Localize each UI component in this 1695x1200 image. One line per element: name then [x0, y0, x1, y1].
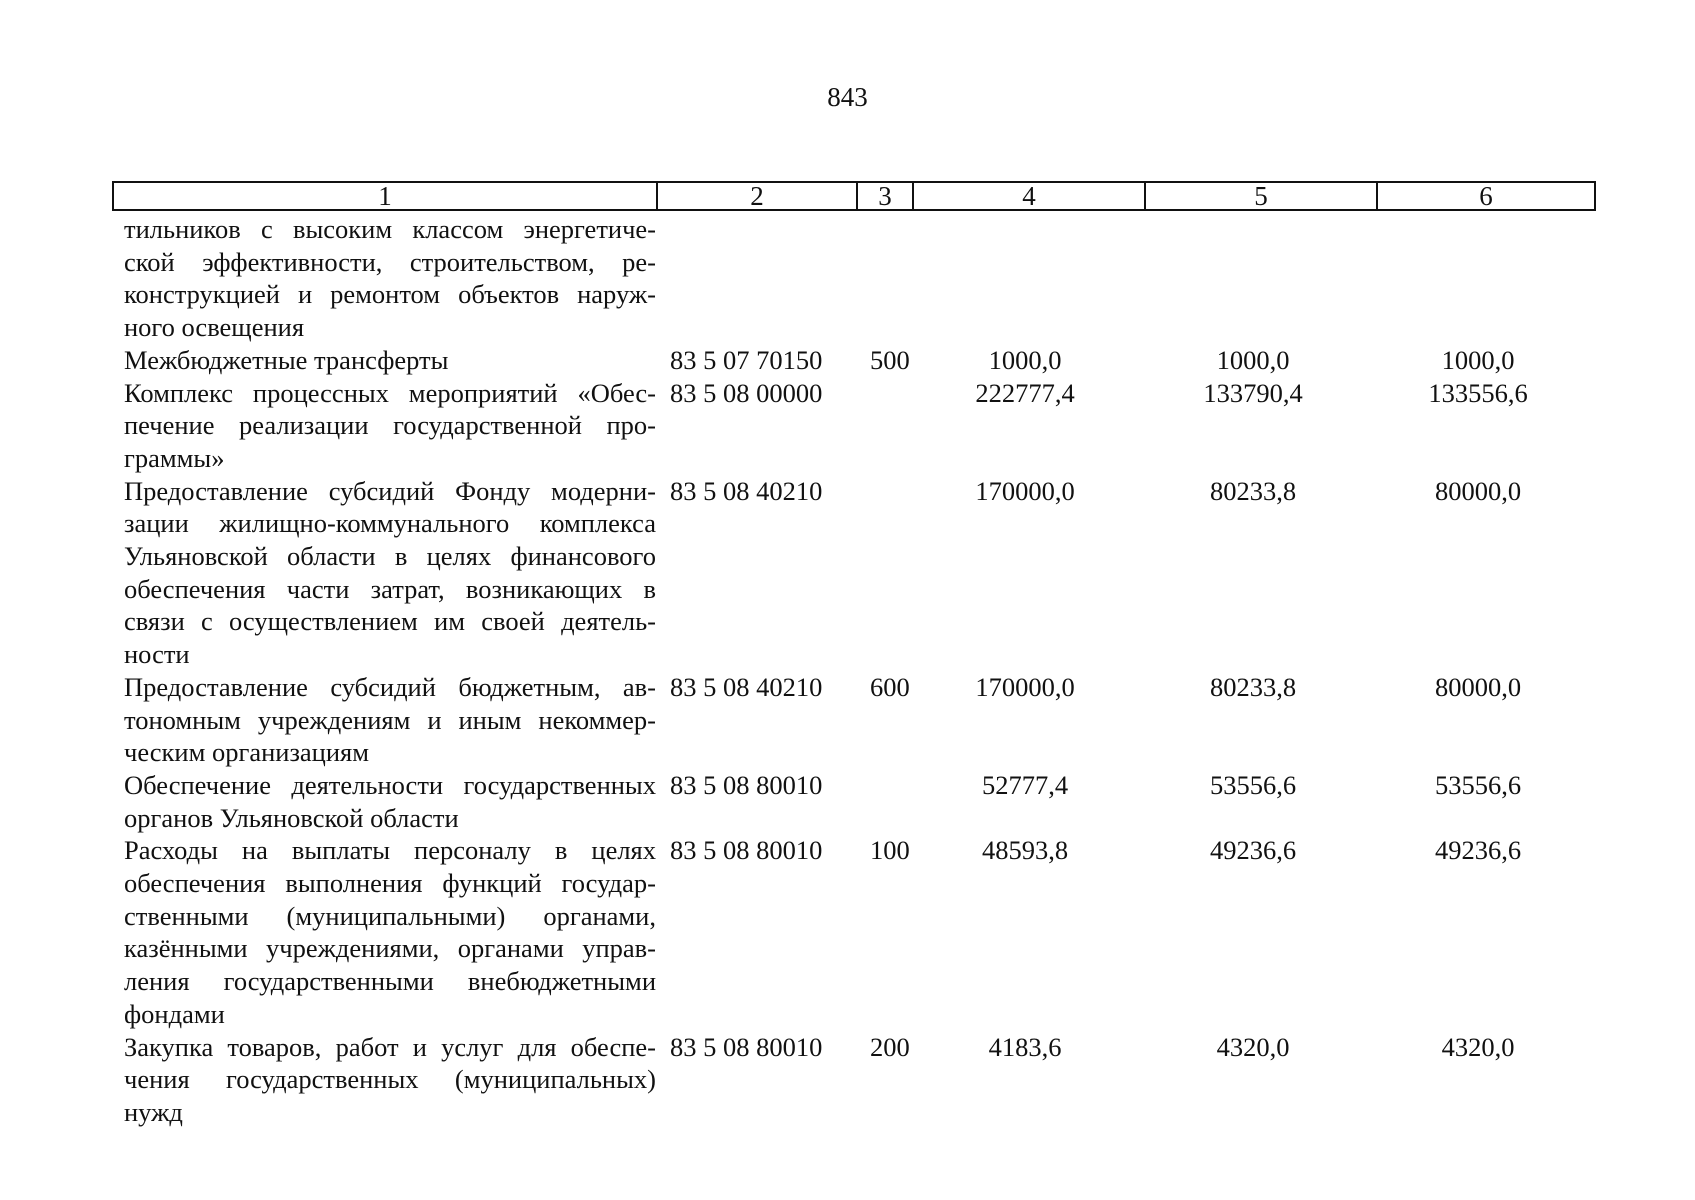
row-value-4: 222777,4	[975, 377, 1075, 408]
description-line: обеспечения части затрат, возникающих в	[124, 573, 656, 604]
row-value-5	[1138, 213, 1368, 344]
row-code: 83 5 08 80010	[670, 1031, 823, 1062]
table-body	[112, 213, 1596, 1129]
page-number: 843	[827, 82, 868, 112]
row-value-5: 1000,0	[1216, 344, 1290, 375]
row-description	[112, 1031, 656, 1129]
description-line: Закупка товаров, работ и услуг для обеспе-	[124, 1031, 656, 1062]
description-line: органов Ульяновской области	[124, 802, 459, 833]
row-value-5: 133790,4	[1203, 377, 1303, 408]
row-description	[112, 344, 656, 377]
description-line: Обеспечение деятельности государственных	[124, 769, 656, 800]
row-value-5: 4320,0	[1216, 1031, 1290, 1062]
table-row	[112, 769, 1596, 834]
description-line: ного освещения	[124, 312, 305, 343]
row-value-4: 170000,0	[975, 671, 1075, 702]
row-value-6: 133556,6	[1428, 377, 1528, 408]
description-line: ления государственными внебюджетными	[124, 966, 656, 997]
row-type: 500	[870, 344, 910, 375]
description-line: обеспечения выполнения функций государ-	[124, 868, 656, 899]
row-type	[856, 377, 912, 475]
row-type: 100	[870, 835, 910, 866]
row-description	[112, 377, 656, 475]
description-line: печение реализации государственной про-	[124, 410, 656, 441]
row-value-4	[912, 213, 1138, 344]
description-line: ственными (муниципальными) органами,	[124, 900, 656, 931]
description-line: зации жилищно-коммунального комплекса	[124, 508, 656, 539]
row-value-4: 48593,8	[981, 835, 1069, 866]
row-code: 83 5 07 70150	[670, 344, 823, 375]
row-value-6: 1000,0	[1441, 344, 1515, 375]
row-value-5: 80233,8	[1209, 671, 1297, 702]
column-header-2: 2	[658, 183, 858, 209]
description-line: Комплекс процессных мероприятий «Обес-	[124, 377, 656, 408]
row-code: 83 5 08 00000	[670, 377, 823, 408]
description-line: связи с осуществлением им своей деятель-	[124, 606, 656, 637]
description-line: конструкцией и ремонтом объектов наруж-	[124, 279, 656, 310]
description-line: Предоставление субсидий Фонду модерни-	[124, 475, 656, 506]
row-code: 83 5 08 80010	[670, 835, 823, 866]
row-description	[112, 671, 656, 769]
table-row	[112, 213, 1596, 344]
row-value-6: 49236,6	[1434, 835, 1522, 866]
description-line: Расходы на выплаты персоналу в целях	[124, 835, 656, 866]
row-code: 83 5 08 40210	[670, 671, 823, 702]
description-line: чения государственных (муниципальных)	[124, 1064, 656, 1095]
column-header-1: 1	[114, 183, 658, 209]
description-line: ности	[124, 639, 190, 670]
description-line: граммы»	[124, 442, 225, 473]
row-description	[112, 475, 656, 671]
column-header-4: 4	[914, 183, 1146, 209]
row-value-6: 80000,0	[1434, 671, 1522, 702]
row-code: 83 5 08 80010	[670, 769, 823, 800]
description-line: ческим организациям	[124, 737, 370, 768]
table-row	[112, 671, 1596, 769]
row-value-6	[1368, 213, 1588, 344]
row-value-4: 4183,6	[988, 1031, 1062, 1062]
row-value-6: 53556,6	[1434, 769, 1522, 800]
row-value-6: 80000,0	[1434, 475, 1522, 506]
row-value-5: 49236,6	[1209, 835, 1297, 866]
description-line: Ульяновской области в целях финансового	[124, 541, 656, 572]
column-header-row	[112, 181, 1596, 211]
row-code: 83 5 08 40210	[670, 475, 823, 506]
row-value-4: 1000,0	[988, 344, 1062, 375]
row-value-4: 52777,4	[981, 769, 1069, 800]
description-line: тильников с высоким классом энергетиче-	[124, 214, 656, 244]
row-value-5: 80233,8	[1209, 475, 1297, 506]
description-line: Предоставление субсидий бюджетным, ав-	[124, 671, 656, 702]
row-description	[112, 834, 656, 1030]
description-line: ской эффективности, строительством, ре-	[124, 246, 656, 277]
row-type	[856, 769, 912, 834]
table-row	[112, 834, 1596, 1030]
row-description	[112, 213, 656, 344]
row-type	[856, 213, 912, 344]
row-code	[656, 213, 856, 344]
description-line: казёнными учреждениями, органами управ-	[124, 933, 656, 964]
description-line: тономным учреждениям и иным некоммер-	[124, 704, 656, 735]
row-value-4: 170000,0	[975, 475, 1075, 506]
description-line: фондами	[124, 998, 225, 1029]
table-row	[112, 377, 1596, 475]
column-header-5: 5	[1146, 183, 1378, 209]
row-description	[112, 769, 656, 834]
description-line: Межбюджетные трансферты	[124, 344, 449, 375]
row-type	[856, 475, 912, 671]
column-header-6: 6	[1479, 180, 1493, 211]
table-row	[112, 344, 1596, 377]
description-line: нужд	[124, 1096, 183, 1127]
column-header-3: 3	[858, 183, 914, 209]
row-value-6: 4320,0	[1441, 1031, 1515, 1062]
table-row	[112, 475, 1596, 671]
row-value-5: 53556,6	[1209, 769, 1297, 800]
row-type: 600	[870, 671, 910, 702]
table-row	[112, 1031, 1596, 1129]
row-type: 200	[870, 1031, 910, 1062]
